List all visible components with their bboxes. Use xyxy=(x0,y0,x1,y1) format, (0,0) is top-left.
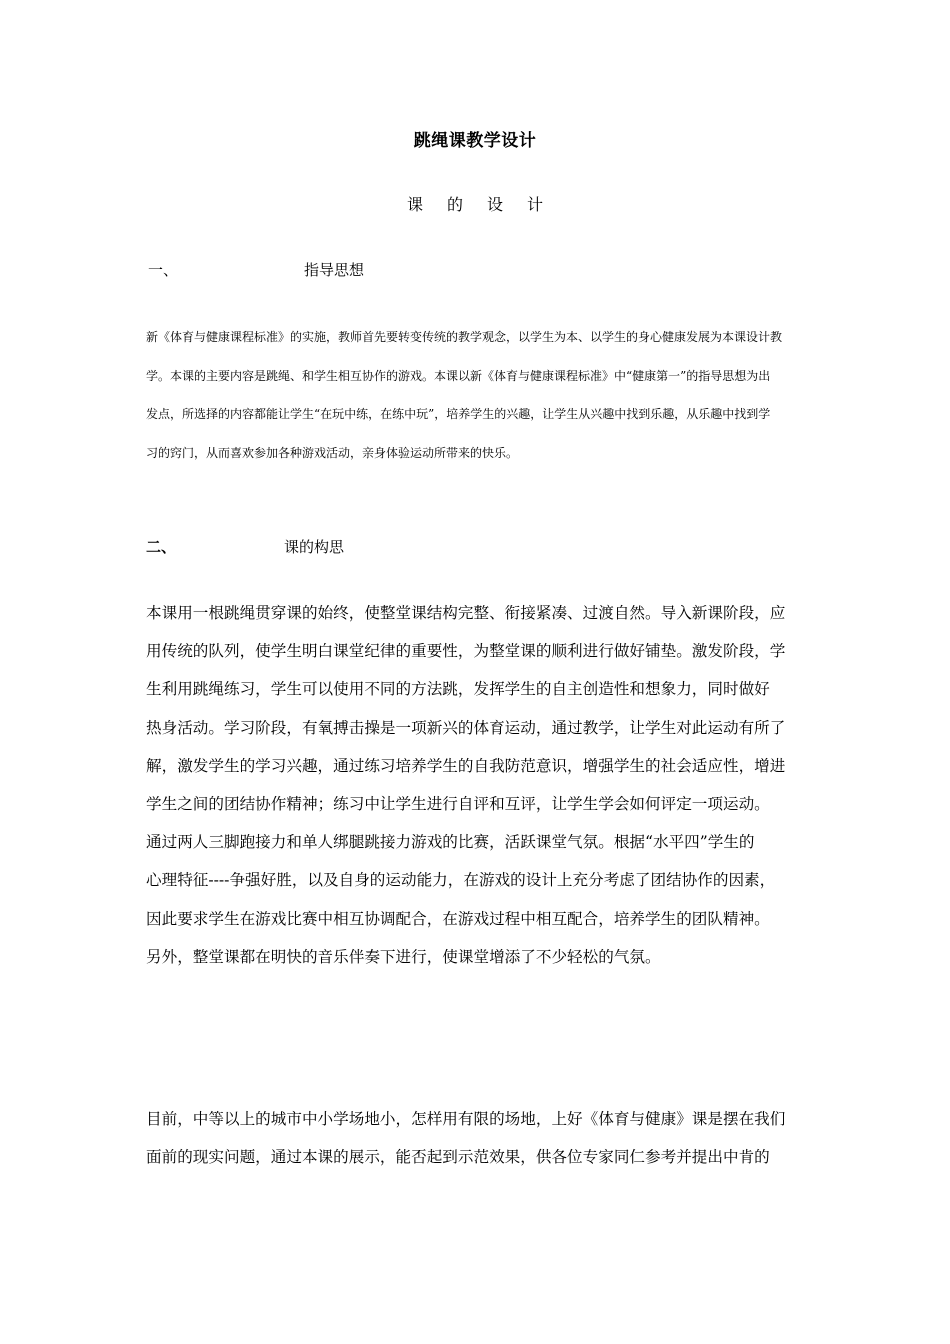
lesson-concept-paragraph-1 xyxy=(146,594,810,976)
subtitle-char: 课 xyxy=(406,195,423,214)
document-title: 跳绳课教学设计 xyxy=(413,131,537,151)
paragraph-line: 生利用跳绳练习，学生可以使用不同的方法跳，发挥学生的自主创造性和想象力，同时做好 xyxy=(146,680,770,699)
subtitle-char: 计 xyxy=(527,195,544,214)
guiding-thought-paragraph xyxy=(146,318,810,472)
subtitle-char: 设 xyxy=(487,195,504,214)
document-subtitle xyxy=(0,192,950,215)
section-label: 指导思想 xyxy=(304,261,365,279)
paragraph-line: 解，激发学生的学习兴趣，通过练习培养学生的自我防范意识，增强学生的社会适应性，增进 xyxy=(146,756,786,775)
lesson-concept-paragraph-2 xyxy=(146,1100,810,1176)
section-number: 一、 xyxy=(148,261,179,279)
paragraph-line: 本课用一根跳绳贯穿课的始终，使整堂课结构完整、衔接紧凑、过渡自然。导入新课阶段，应 xyxy=(146,604,786,622)
paragraph-line: 面前的现实问题，通过本课的展示，能否起到示范效果，供各位专家同仁参考并提出中肯的 xyxy=(146,1148,770,1167)
paragraph-line: 用传统的队列，使学生明白课堂纪律的重要性，为整堂课的顺利进行做好铺垫。激发阶段，学 xyxy=(146,642,786,661)
paragraph-line: 发点，所选择的内容都能让学生“在玩中练，在练中玩”，培养学生的兴趣，让学生从兴趣中找到乐趣，从乐趣中找到学 xyxy=(146,407,771,421)
paragraph-line: 热身活动。学习阶段，有氧搏击操是一项新兴的体育运动，通过教学，让学生对此运动有所了 xyxy=(146,718,786,737)
paragraph-line: 另外，整堂课都在明快的音乐伴奏下进行，使课堂增添了不少轻松的气氛。 xyxy=(146,947,661,966)
paragraph-line: 新《体育与健康课程标准》的实施，教师首先要转变传统的教学观念，以学生为本、以学生的身心健康发展为本课设计教 xyxy=(146,330,783,344)
paragraph-line: 因此要求学生在游戏比赛中相互协调配合，在游戏过程中相互配合，培养学生的团队精神。 xyxy=(146,909,770,928)
section-heading-lesson-concept xyxy=(146,536,446,560)
subtitle-char: 的 xyxy=(446,195,463,214)
paragraph-line: 目前，中等以上的城市中小学场地小，怎样用有限的场地，上好《体育与健康》课是摆在我们 xyxy=(146,1110,786,1128)
paragraph-line: 学。本课的主要内容是跳绳、和学生相互协作的游戏。本课以新《体育与健康课程标准》中“健康第一”的指导思想为出 xyxy=(146,368,771,383)
section-label: 课的构思 xyxy=(284,538,345,556)
paragraph-line: 心理特征----争强好胜，以及自身的运动能力，在游戏的设计上充分考虑了团结协作的因素， xyxy=(146,871,776,890)
paragraph-line: 学生之间的团结协作精神；练习中让学生进行自评和互评，让学生学会如何评定一项运动。 xyxy=(146,794,770,813)
paragraph-line: 通过两人三脚跑接力和单人绑腿跳接力游戏的比赛，活跃课堂气氛。根据“水平四”学生的 xyxy=(146,833,755,852)
section-heading-guiding-thought xyxy=(148,259,448,283)
section-number: 二、 xyxy=(146,538,177,556)
paragraph-line: 习的窍门，从而喜欢参加各种游戏活动，亲身体验运动所带来的快乐。 xyxy=(146,445,519,460)
